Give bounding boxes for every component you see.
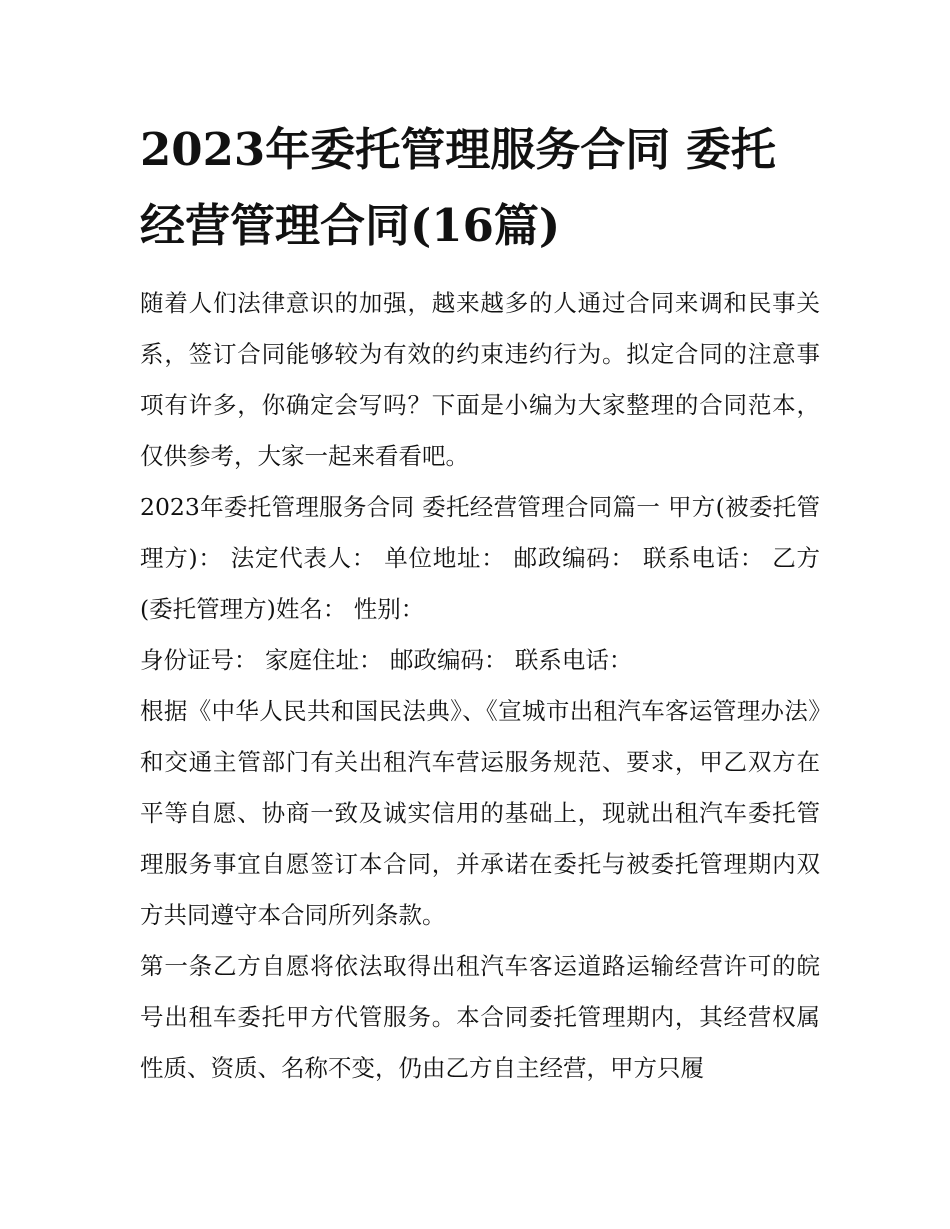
paragraph-party-b-info: 身份证号： 家庭住址： 邮政编码： 联系电话： <box>140 646 633 674</box>
document-title: 2023年委托管理服务合同 委托经营管理合同(16篇) <box>140 123 776 252</box>
paragraph-party-a: 2023年委托管理服务合同 委托经营管理合同篇一 甲方(被委托管理方)： 法定代表人： 单位地址： 邮政编码： 联系电话： 乙方(委托管理方)姓名： 性别： <box>140 493 820 623</box>
paragraph-intro: 随着人们法律意识的加强，越来越多的人通过合同来调和民事关系，签订合同能够较为有效的约束违约行为。拟定合同的注意事项有许多，你确定会写吗？下面是小编为大家整理的合同范本，仅供参考，大家一起来看看吧。 <box>140 289 820 470</box>
paragraph-article-1: 第一条乙方自愿将依法取得出租汽车客运道路运输经营许可的皖号出租车委托甲方代管服务。本合同委托管理期内，其经营权属性质、资质、名称不变，仍由乙方自主经营，甲方只履 <box>140 952 820 1082</box>
paragraph-basis: 根据《中华人民共和国民法典》、《宣城市出租汽车客运管理办法》和交通主管部门有关出租汽车营运服务规范、要求，甲乙双方在平等自愿、协商一致及诚实信用的基础上，现就出租汽车委托管理服务事宜自愿签订本合同，并承诺在委托与被委托管理期内双方共同遵守本合同所列条款。 <box>140 697 820 929</box>
document-page <box>140 112 820 1094</box>
